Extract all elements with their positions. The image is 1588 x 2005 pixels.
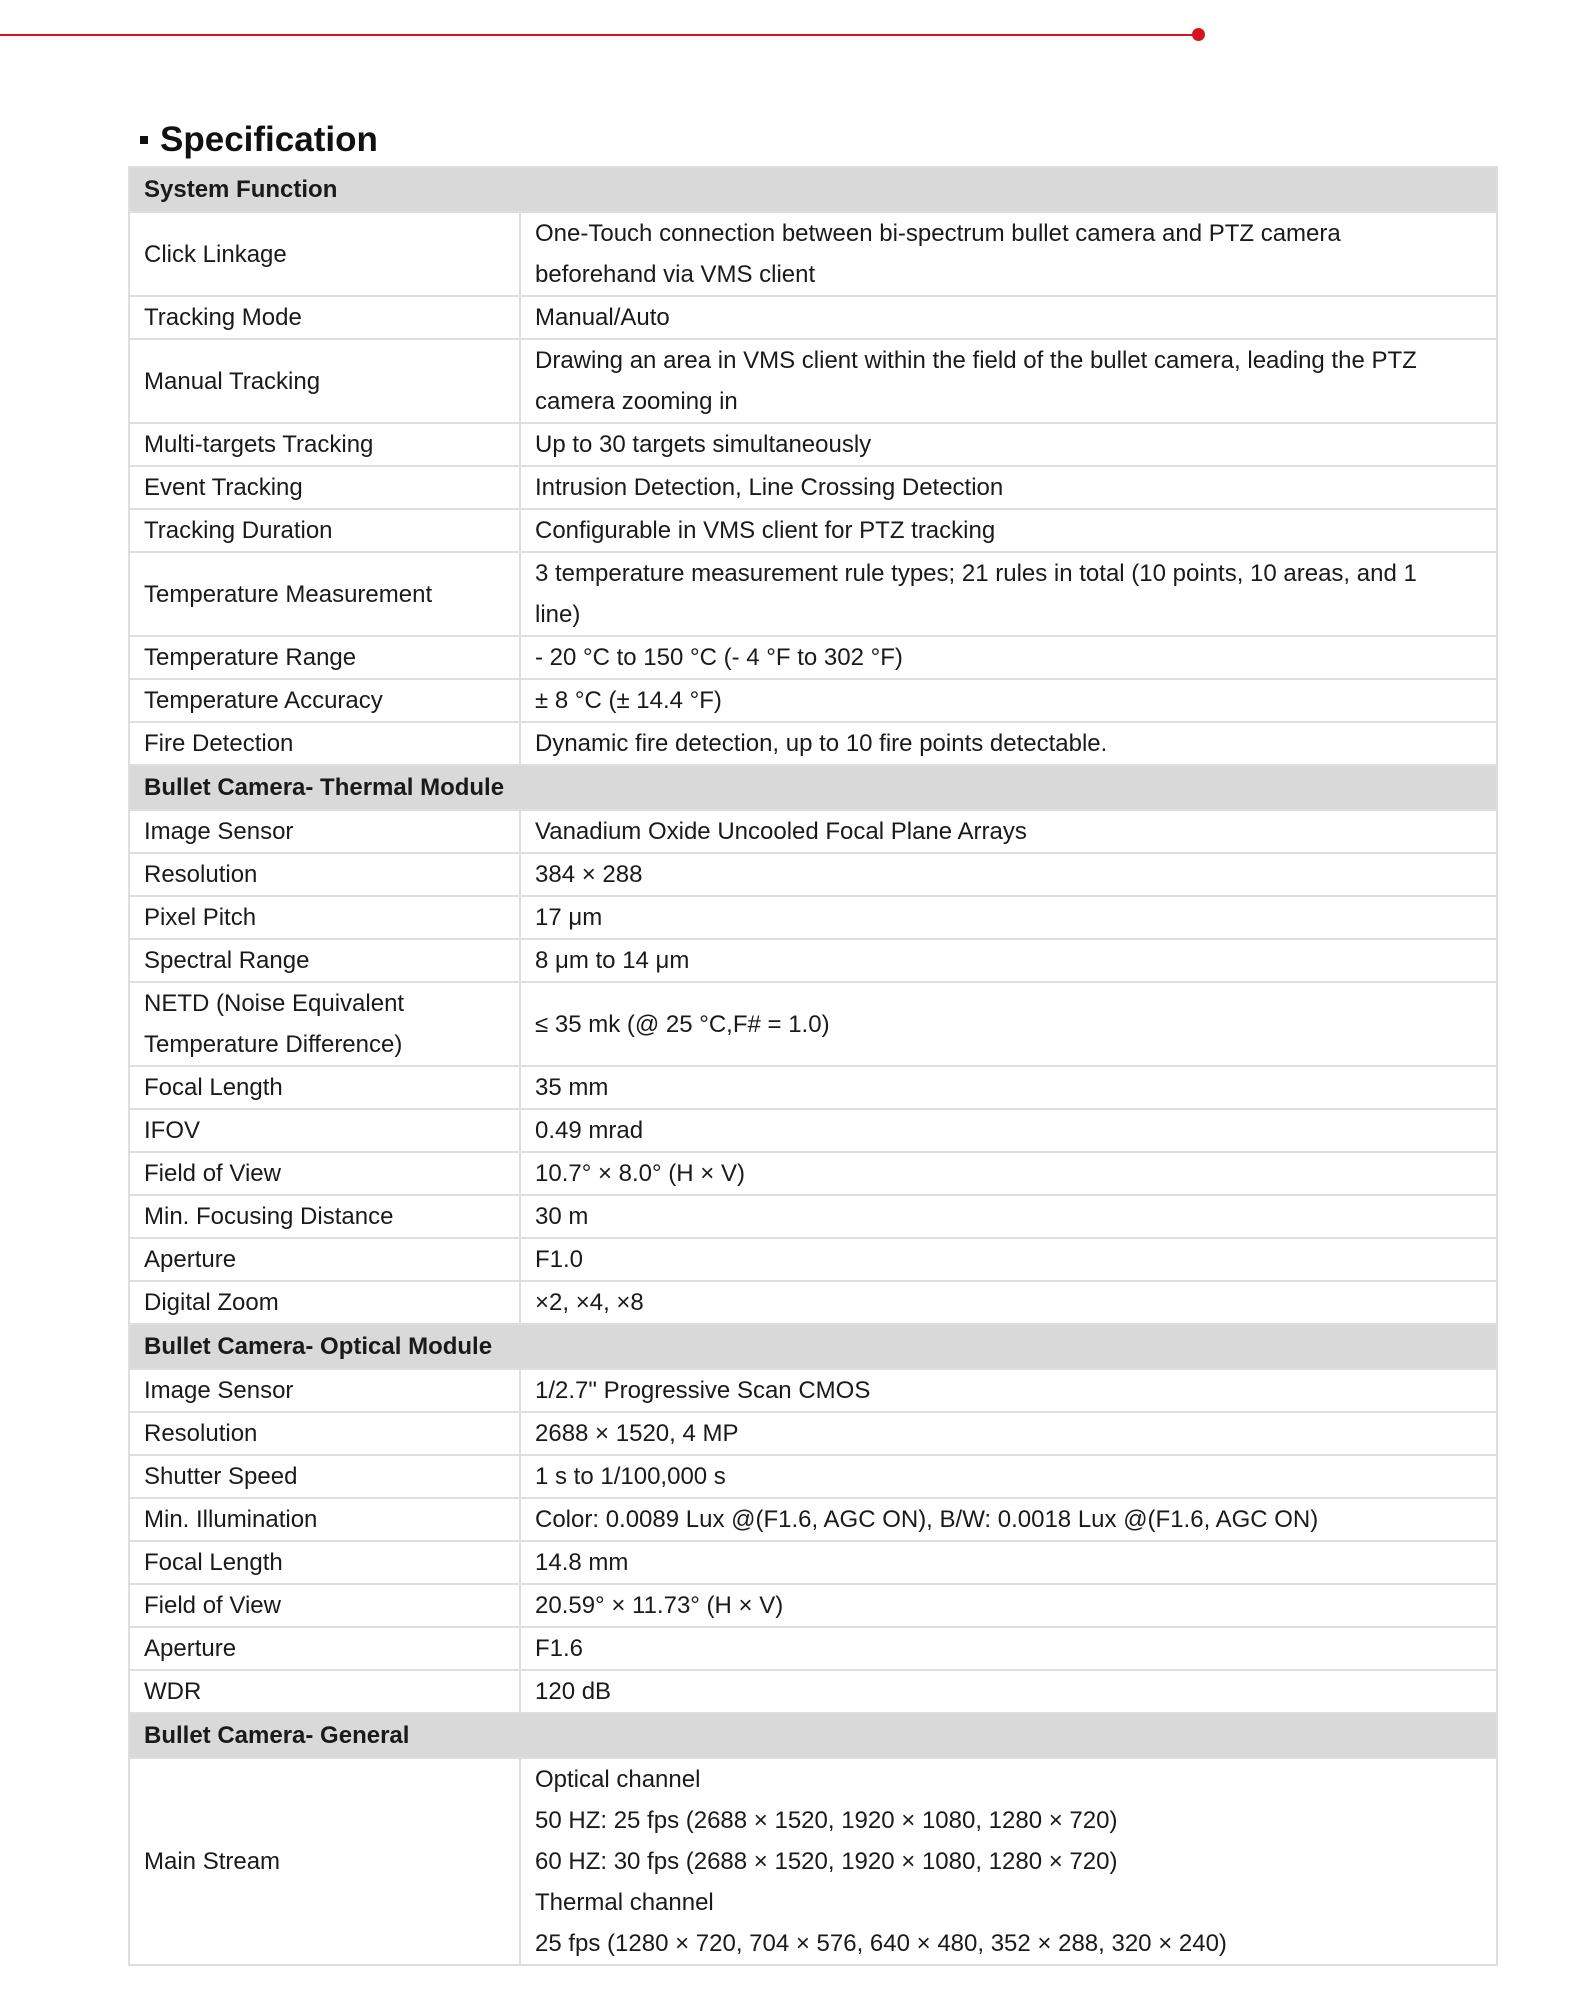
spec-label: Tracking Mode [129,296,520,339]
spec-label: Resolution [129,1412,520,1455]
spec-value-line: Dynamic fire detection, up to 10 fire points detectable. [535,730,1108,757]
spec-value-line: 0.49 mrad [535,1117,644,1144]
spec-row [129,552,1497,636]
spec-value [520,509,1497,552]
spec-label: Min. Focusing Distance [129,1195,520,1238]
spec-value [520,1412,1497,1455]
spec-value [520,679,1497,722]
spec-value-line: - 20 °C to 150 °C (- 4 °F to 302 °F) [535,644,903,671]
spec-row [129,1412,1497,1455]
spec-label: Image Sensor [129,810,520,853]
spec-label: Focal Length [129,1541,520,1584]
spec-row [129,939,1497,982]
spec-label: Shutter Speed [129,1455,520,1498]
spec-row [129,466,1497,509]
spec-row [129,722,1497,765]
spec-value [520,212,1497,296]
spec-value [520,810,1497,853]
spec-label: Pixel Pitch [129,896,520,939]
spec-row [129,1195,1497,1238]
spec-value-line: 120 dB [535,1678,612,1705]
spec-value-line: 2688 × 1520, 4 MP [535,1420,739,1447]
section-title: Bullet Camera- Optical Module [129,1324,1497,1369]
spec-value-line: Color: 0.0089 Lux @(F1.6, AGC ON), B/W: 0.0018 Lux @(F1.6, AGC ON) [535,1506,1319,1533]
spec-row [129,636,1497,679]
page-title [140,120,378,160]
spec-value-line: Drawing an area in VMS client within the field of the bullet camera, leading the PTZ [535,347,1417,374]
spec-row [129,1584,1497,1627]
spec-value [520,1758,1497,1965]
spec-value [520,1281,1497,1324]
spec-value-line: ≤ 35 mk (@ 25 °C,F# = 1.0) [535,1010,830,1038]
spec-row [129,1238,1497,1281]
spec-value-line: One-Touch connection between bi-spectrum bullet camera and PTZ camera [535,220,1341,247]
spec-label: Tracking Duration [129,509,520,552]
spec-value-line: 30 m [535,1203,589,1230]
spec-label: Min. Illumination [129,1498,520,1541]
spec-row [129,1541,1497,1584]
spec-value-line: beforehand via VMS client [535,261,816,288]
spec-label: Resolution [129,853,520,896]
spec-label: Main Stream [129,1758,520,1965]
spec-value [520,296,1497,339]
spec-label: Manual Tracking [129,339,520,423]
spec-value [520,853,1497,896]
spec-table [128,166,1498,1966]
spec-row [129,1281,1497,1324]
spec-row [129,1627,1497,1670]
spec-row [129,1066,1497,1109]
square-bullet-icon [140,136,148,144]
spec-value [520,1670,1497,1713]
header-rule [0,34,1193,36]
spec-value-line: 8 μm to 14 μm [535,947,690,974]
header-dot-icon [1192,28,1205,41]
section-header [129,1324,1497,1369]
spec-label: Aperture [129,1627,520,1670]
spec-row [129,339,1497,423]
spec-row [129,896,1497,939]
section-title: Bullet Camera- General [129,1713,1497,1758]
spec-row [129,1369,1497,1412]
spec-label: Spectral Range [129,939,520,982]
spec-value-line: line) [535,601,581,628]
spec-row [129,1109,1497,1152]
spec-value [520,722,1497,765]
spec-value [520,552,1497,636]
spec-row [129,810,1497,853]
spec-label: Image Sensor [129,1369,520,1412]
spec-row [129,423,1497,466]
spec-value-line: Up to 30 targets simultaneously [535,431,872,458]
section-title: Bullet Camera- Thermal Module [129,765,1497,810]
spec-value [520,1584,1497,1627]
spec-value-line: F1.6 [535,1635,584,1662]
spec-value-line: F1.0 [535,1246,584,1273]
spec-value [520,636,1497,679]
spec-row [129,1758,1497,1965]
spec-label: Temperature Accuracy [129,679,520,722]
spec-value-line: Optical channel [535,1766,701,1793]
spec-label: Aperture [129,1238,520,1281]
spec-value [520,1109,1497,1152]
spec-value-line: 60 HZ: 30 fps (2688 × 1520, 1920 × 1080, 1280 × 720) [535,1848,1118,1875]
spec-value-line: 17 μm [535,904,603,931]
spec-label: NETD (Noise Equivalent Temperature Difference) [129,982,520,1066]
spec-label: Click Linkage [129,212,520,296]
spec-value [520,1066,1497,1109]
spec-value-line: Manual/Auto [535,304,670,331]
spec-value-line: 35 mm [535,1074,609,1101]
spec-value-line: camera zooming in [535,388,738,415]
section-title: System Function [129,167,1497,212]
page-title-text: Specification [160,120,378,159]
spec-label: Fire Detection [129,722,520,765]
spec-label: Field of View [129,1152,520,1195]
spec-value-line: 50 HZ: 25 fps (2688 × 1520, 1920 × 1080, 1280 × 720) [535,1807,1118,1834]
spec-label: Focal Length [129,1066,520,1109]
spec-label: Digital Zoom [129,1281,520,1324]
spec-label: Temperature Range [129,636,520,679]
spec-value-line: 1/2.7" Progressive Scan CMOS [535,1377,871,1404]
spec-label: Field of View [129,1584,520,1627]
section-header [129,765,1497,810]
spec-row [129,1455,1497,1498]
spec-value-line: 25 fps (1280 × 720, 704 × 576, 640 × 480, 352 × 288, 320 × 240) [535,1930,1227,1957]
spec-row [129,1498,1497,1541]
spec-label: Multi-targets Tracking [129,423,520,466]
spec-value-line: Thermal channel [535,1889,714,1916]
spec-row [129,982,1497,1066]
spec-value [520,1369,1497,1412]
spec-label: WDR [129,1670,520,1713]
spec-row [129,679,1497,722]
spec-value-line: Intrusion Detection, Line Crossing Detection [535,474,1004,501]
spec-value [520,1627,1497,1670]
spec-value [520,423,1497,466]
spec-value-line: Configurable in VMS client for PTZ tracking [535,517,996,544]
spec-value [520,982,1497,1066]
spec-value-line: ± 8 °C (± 14.4 °F) [535,687,722,714]
spec-row [129,1152,1497,1195]
spec-row [129,212,1497,296]
spec-row [129,1670,1497,1713]
spec-value [520,1152,1497,1195]
spec-value [520,339,1497,423]
spec-row [129,509,1497,552]
spec-row [129,296,1497,339]
spec-value-line: 3 temperature measurement rule types; 21 rules in total (10 points, 10 areas, and 1 [535,560,1417,587]
spec-value-line: 10.7° × 8.0° (H × V) [535,1160,745,1187]
spec-row [129,853,1497,896]
spec-value [520,939,1497,982]
section-header [129,167,1497,212]
spec-value [520,1541,1497,1584]
spec-value-line: Vanadium Oxide Uncooled Focal Plane Arrays [535,818,1027,845]
spec-value [520,896,1497,939]
spec-value [520,1455,1497,1498]
spec-value-line: 384 × 288 [535,861,643,888]
section-header [129,1713,1497,1758]
spec-value [520,1498,1497,1541]
spec-value [520,466,1497,509]
spec-label: IFOV [129,1109,520,1152]
spec-value-line: 20.59° × 11.73° (H × V) [535,1592,784,1619]
spec-value-line: 1 s to 1/100,000 s [535,1463,726,1490]
spec-value [520,1238,1497,1281]
spec-value-line: 14.8 mm [535,1549,629,1576]
spec-value [520,1195,1497,1238]
spec-value-line: ×2, ×4, ×8 [535,1289,644,1316]
spec-label: Temperature Measurement [129,552,520,636]
spec-label: Event Tracking [129,466,520,509]
